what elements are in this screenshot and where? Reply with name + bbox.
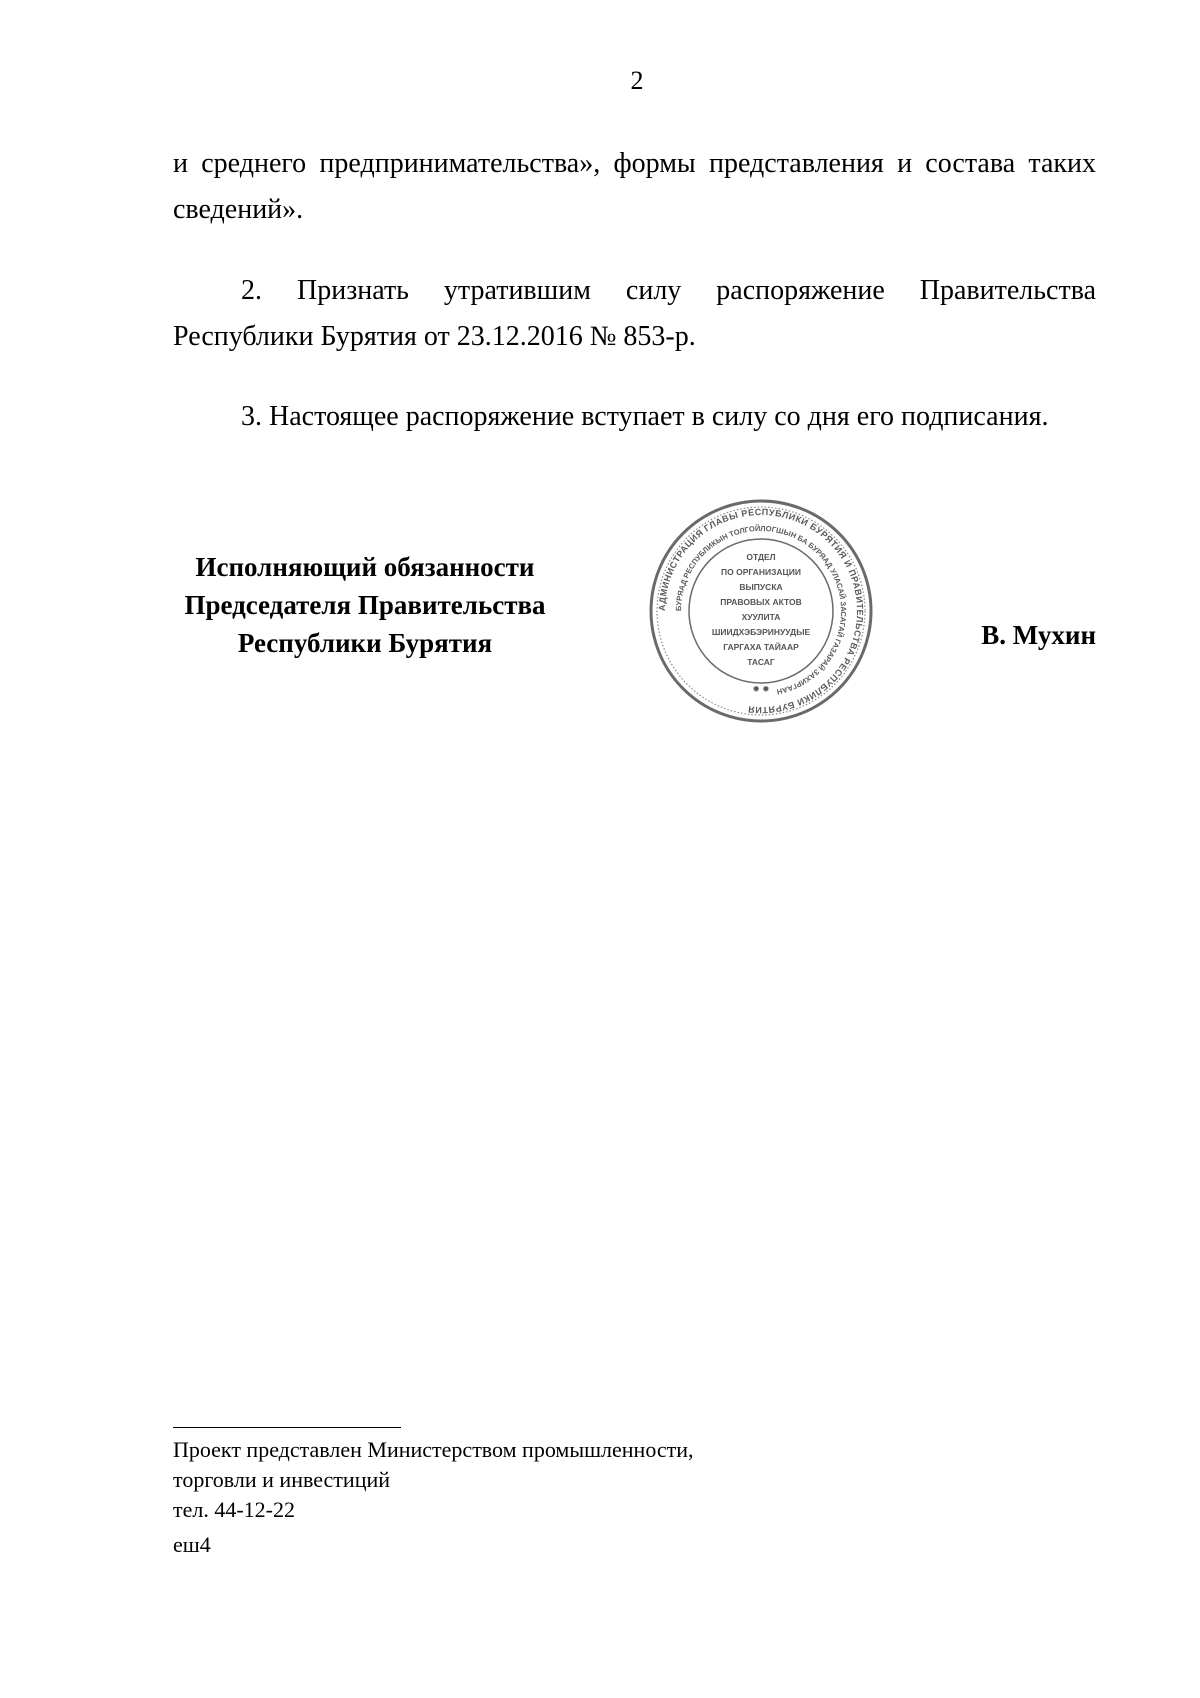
stamp-center-line: ТАСАГ xyxy=(747,657,775,667)
svg-text:✹ ✹: ✹ ✹ xyxy=(752,684,770,694)
stamp-center-line: ПО ОРГАНИЗАЦИИ xyxy=(721,567,801,577)
signer-name: В. Мухин xyxy=(981,620,1096,650)
stamp-center-line: ПРАВОВЫХ АКТОВ xyxy=(720,597,802,607)
footnote xyxy=(173,1435,873,1525)
stamp-center-line: ШИИДХЭБЭРИНУУДЫЕ xyxy=(711,627,811,637)
paragraph-continuation: и среднего предпринимательства», формы представления и состава таких сведений». xyxy=(173,148,1096,225)
stamp-outer-ring-text: АДМИНИСТРАЦИЯ ГЛАВЫ РЕСПУБЛИКИ БУРЯТИЯ И ПРАВИТЕЛЬСТВА РЕСПУБЛИКИ БУРЯТИЯ xyxy=(656,506,866,716)
stamp-center-line: ОТДЕЛ xyxy=(746,552,776,562)
footnote-divider xyxy=(173,1427,401,1428)
signer-title xyxy=(170,548,560,662)
signer-title-line: Исполняющий обязанности xyxy=(195,552,535,582)
signer-title-line: Республики Бурятия xyxy=(237,628,493,658)
stamp-center-line: ВЫПУСКА xyxy=(739,582,783,592)
stamp-center-line: ГАРГАХА ТАЙААР xyxy=(723,642,799,652)
footnote-line: торговли и инвестиций xyxy=(173,1467,391,1492)
official-stamp xyxy=(646,496,876,726)
page-number: 2 xyxy=(630,66,644,95)
paragraph-item-2: 2. Признать утратившим силу распоряжение Правительства Республики Бурятия от 23.12.2016 № 853-р. xyxy=(173,275,1096,352)
stamp-center-line: ХУУЛИТА xyxy=(741,612,781,622)
footnote-line: Проект представлен Министерством промышленности, xyxy=(173,1437,694,1462)
author-code: еш4 xyxy=(173,1532,211,1557)
stamp-inner-ring-text: БУРЯАД РЕСПУБЛИКЫН ТОЛГОЙЛОГШЫН БА БУРЯАД УЛАСАЙ ЗАСАГАЙ ГАЗАРАЙ ЗАХИРГААН xyxy=(673,523,849,697)
footnote-phone: тел. 44-12-22 xyxy=(173,1497,296,1522)
signer-title-line: Председателя Правительства xyxy=(184,590,546,620)
stamp-center-text xyxy=(676,550,846,670)
paragraph-item-3: 3. Настоящее распоряжение вступает в силу со дня его подписания. xyxy=(241,401,1049,432)
